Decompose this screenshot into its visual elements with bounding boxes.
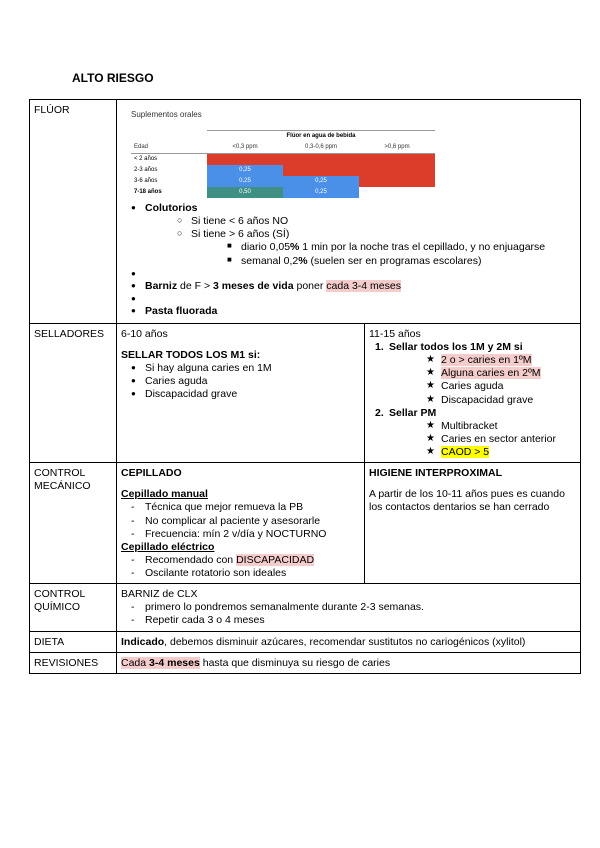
fluor-cell: 0,25 [283, 176, 359, 187]
interproximal-head: HIGIENE INTERPROXIMAL [369, 467, 503, 480]
selladores-right-age: 11-15 años [369, 327, 421, 340]
elec-highlight: DISCAPACIDAD [236, 553, 315, 566]
fluor-cell [207, 154, 283, 166]
barniz-highlight: cada 3-4 meses [326, 279, 401, 292]
diario-pre: diario 0,05 [241, 241, 291, 254]
list-item [121, 305, 576, 318]
row-dieta [30, 631, 581, 652]
list-item [441, 367, 576, 380]
list-item: - Frecuencia: mín 2 v/día y NOCTURNO [145, 528, 360, 541]
list-item: - Oscilante rotatorio son ideales [145, 567, 360, 580]
barniz-bold2: 3 meses de vida [213, 279, 294, 292]
barniz-mid2: poner [293, 279, 327, 292]
elec-pre: Recomendado con [145, 553, 237, 566]
rev-pre: Cada [121, 656, 150, 669]
list-item: - Repetir cada 3 o 4 meses [145, 614, 576, 627]
semanal-pre: semanal 0,2 [241, 254, 299, 267]
fluor-row-header: Edad [131, 142, 207, 154]
fluor-content [117, 100, 581, 324]
dieta-bold: Indicado [121, 635, 165, 648]
right-head1: Sellar todos los 1M y 2M si [389, 341, 523, 353]
list-item: ★ Multibracket [441, 420, 576, 433]
list-item [121, 202, 576, 268]
star-item: Alguna caries en 2ºM [441, 367, 541, 380]
row-label-dieta: DIETA [30, 631, 117, 652]
dieta-content [117, 631, 581, 652]
fluor-cell [359, 165, 435, 176]
list-item [121, 280, 576, 293]
electrico-heading: Cepillado eléctrico [121, 540, 215, 553]
selladores-left-head: SELLAR TODOS LOS M1 si: [121, 349, 261, 361]
dieta-rest: , debemos disminuir azúcares, recomendar sustitutos no cariogénicos (xylitol) [164, 635, 526, 648]
star-item: CAOD > 5 [441, 446, 490, 458]
fluor-age: 3-6 años [134, 177, 158, 184]
row-revisiones [30, 652, 581, 673]
list-item [191, 228, 576, 267]
fluor-cell: 0,25 [283, 187, 359, 198]
list-item: ● Discapacidad grave [121, 388, 360, 401]
list-item: ★ Discapacidad grave [441, 394, 576, 407]
list-item: ★ Caries en sector anterior [441, 433, 576, 446]
list-item [375, 406, 576, 460]
page-title: ALTO RIESGO [72, 71, 154, 85]
row-control-quimico [30, 584, 581, 631]
fluor-age: < 2 años [134, 155, 158, 162]
fluor-supplement-table [131, 130, 435, 198]
fluor-age: 2-3 años [134, 166, 158, 173]
mecanico-left [117, 463, 365, 584]
revisiones-content [117, 652, 581, 673]
row-selladores [30, 323, 581, 462]
colut-b-sublist [191, 241, 576, 267]
list-item [441, 446, 576, 459]
interproximal-text: A partir de los 10-11 años pues es cuando los contactos dentarios se han cerrado [369, 488, 565, 514]
fluor-cell: 0,25 [207, 176, 283, 187]
mecanico-head: CEPILLADO [121, 467, 182, 480]
list-item: - Técnica que mejor remueva la PB [145, 501, 360, 514]
barniz-mid: de F > [177, 279, 213, 292]
list-item: - primero lo pondremos semanalmente durante 2-3 semanas. [145, 601, 576, 614]
row-fluor [30, 100, 581, 324]
colutorios-heading: Colutorios [145, 202, 198, 214]
row-control-mecanico [30, 463, 581, 584]
list-item [145, 554, 360, 567]
spacer [121, 293, 576, 305]
selladores-left-list [121, 362, 360, 401]
row-label-selladores: SELLADORES [30, 323, 117, 462]
right-head2: Sellar PM [389, 406, 437, 419]
selladores-right [365, 323, 581, 462]
fluor-row [131, 187, 435, 198]
rev-bold: 3-4 meses [149, 656, 200, 669]
revisiones-highlight [121, 657, 200, 669]
pasta-text: Pasta fluorada [145, 304, 218, 317]
fluor-cell [359, 154, 435, 166]
list-item: ○ Si tiene < 6 años NO [191, 215, 576, 228]
fluor-row [131, 176, 435, 187]
row-label-mecanico: CONTROL MECÁNICO [30, 463, 117, 584]
fluor-row [131, 165, 435, 176]
semanal-rest: (suelen ser en programas escolares) [307, 254, 482, 267]
manual-heading: Cepillado manual [121, 488, 208, 501]
diario-rest: 1 min por la noche tras el cepillado, y no enjuagarse [299, 241, 546, 254]
list-item: ★ Caries aguda [441, 380, 576, 393]
selladores-left-age: 6-10 años [121, 327, 168, 340]
star-item: 2 o > caries en 1ºM [441, 354, 532, 367]
fluor-table-header: Flúor en agua de bebida [207, 131, 435, 143]
selladores-right-list [369, 341, 576, 459]
right-sublist1 [389, 354, 576, 407]
barniz-bold: Barniz [145, 279, 178, 292]
quimico-content [117, 584, 581, 631]
list-item: ● Caries aguda [121, 375, 360, 388]
rev-rest: hasta que disminuya su riesgo de caries [199, 656, 391, 669]
risk-table [29, 99, 581, 674]
spacer [121, 268, 576, 280]
row-label-quimico: CONTROL QUÍMICO [30, 584, 117, 631]
row-label-fluor: FLÚOR [30, 100, 117, 324]
list-item [241, 241, 576, 254]
list-item [241, 255, 576, 268]
quimico-list [121, 601, 576, 627]
mecanico-right [365, 463, 581, 584]
manual-list [121, 501, 360, 540]
fluor-cell [283, 154, 359, 166]
quimico-head: BARNIZ de CLX [121, 588, 198, 601]
electrico-list [121, 554, 360, 580]
selladores-left [117, 323, 365, 462]
semanal-bold: % [298, 254, 308, 267]
right-sublist2 [389, 420, 576, 459]
fluor-row [131, 154, 435, 166]
fluor-cell: 0,50 [207, 187, 283, 198]
fluor-cell [283, 165, 359, 176]
num-1: 1. [375, 341, 384, 353]
fluor-list [121, 202, 576, 318]
fluor-cell [359, 176, 435, 187]
colutorios-sublist [145, 215, 576, 268]
fluor-cell [359, 187, 435, 198]
fluor-col-2: >0,6 ppm [359, 142, 435, 154]
list-item [375, 341, 576, 407]
list-item: - No complicar al paciente y asesorarle [145, 515, 360, 528]
diario-bold: % [290, 241, 300, 254]
fluor-col-0: <0,3 ppm [207, 142, 283, 154]
colut-b-text: Si tiene > 6 años (SÍ) [191, 228, 290, 241]
num-2: 2. [375, 406, 384, 419]
row-label-revisiones: REVISIONES [30, 652, 117, 673]
list-item: ● Si hay alguna caries en 1M [121, 362, 360, 375]
list-item [441, 354, 576, 367]
fluor-age: 7-18 años [134, 188, 162, 195]
fluor-table-caption: Suplementos orales [131, 110, 202, 119]
fluor-cell: 0,25 [207, 165, 283, 176]
fluor-col-1: 0,3-0,6 ppm [283, 142, 359, 154]
